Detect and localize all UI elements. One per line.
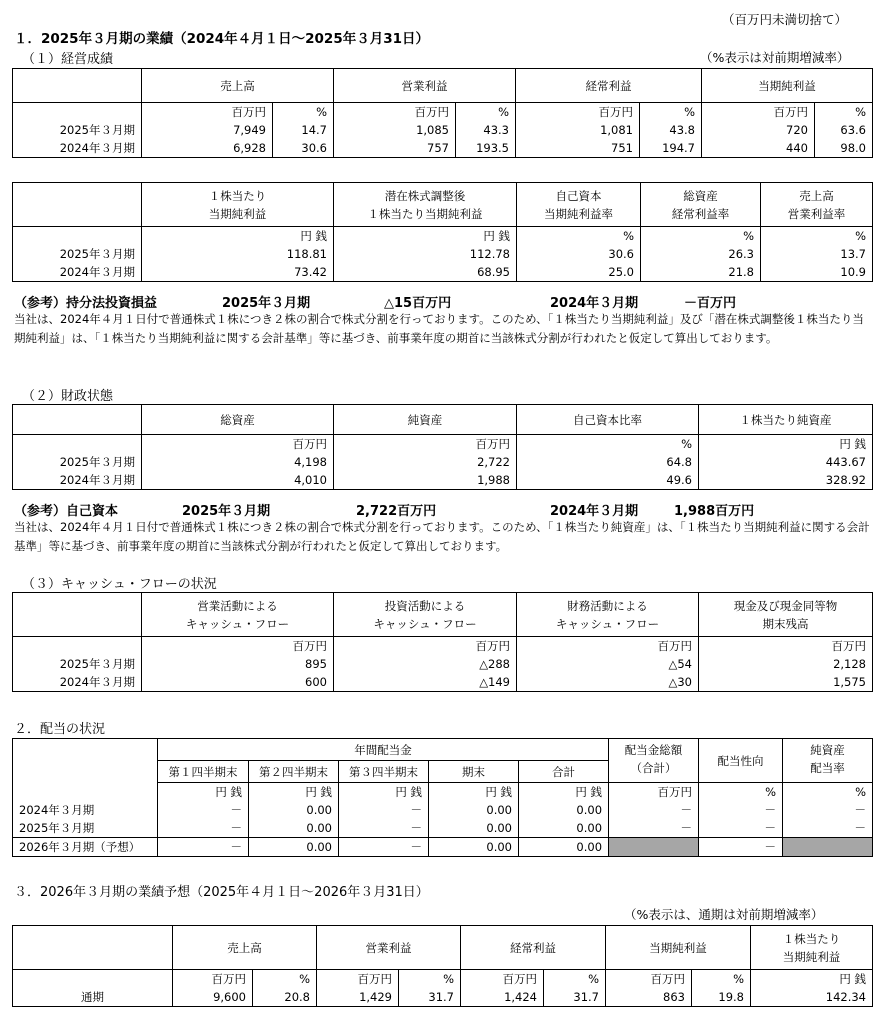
unit-cell: %	[699, 783, 783, 802]
head-operating-margin: 売上高 営業利益率	[761, 183, 873, 227]
value-cell: 2,128	[699, 655, 873, 673]
row-label: 通期	[13, 988, 173, 1007]
value-cell: 31.7	[544, 988, 606, 1007]
ref-period-current: 2025年３月期	[222, 296, 311, 311]
value-cell: △149	[334, 673, 517, 692]
head-operating-profit: 営業利益	[317, 926, 461, 970]
unit-cell: 百万円	[173, 970, 253, 989]
head-annual-dividend: 年間配当金	[158, 739, 609, 761]
unit-cell: %	[399, 970, 461, 989]
row-label: 2024年３月期	[13, 673, 142, 692]
unit-cell: 円 銭	[158, 783, 249, 802]
unit-cell: 百万円	[334, 637, 517, 656]
value-cell: －	[339, 819, 429, 838]
operating-results-table	[12, 68, 873, 158]
head-roa: 総資産 経常利益率	[641, 183, 761, 227]
shaded-cell	[783, 838, 873, 857]
table-row	[13, 819, 873, 838]
value-cell: 10.9	[761, 263, 873, 282]
unit-cell: 円 銭	[249, 783, 339, 802]
head-ordinary-profit: 経常利益	[461, 926, 606, 970]
head-payout-ratio: 配当性向	[699, 739, 783, 783]
head-financing-cf: 財務活動による キャッシュ・フロー	[517, 593, 699, 637]
value-cell: 4,198	[142, 453, 334, 471]
row-label: 2025年３月期	[13, 819, 158, 838]
head-year-end: 期末	[429, 761, 519, 783]
unit-cell: 百万円	[334, 435, 517, 454]
section2-title: ２．配当の状況	[14, 722, 106, 737]
value-cell: －	[699, 838, 783, 857]
ref-equity-label: （参考）自己資本	[14, 504, 119, 519]
value-cell: 64.8	[517, 453, 699, 471]
value-cell: 0.00	[429, 819, 519, 838]
unit-cell: %	[783, 783, 873, 802]
value-cell: 118.81	[142, 245, 334, 263]
stock-split-note-eps: 当社は、2024年４月１日付で普通株式１株につき２株の割合で株式分割を行っております。このため、「１株当たり当期純利益」及び「潜在株式調整後１株当たり当期純利益」は、「１株当たり当期純利益に関する会計基準」等に基づき、前事業年度の期首に当該株式分割が行われたと仮定して算出しております。	[14, 312, 864, 345]
value-cell: －	[339, 801, 429, 819]
pct-note: （%表示は対前期増減率）	[700, 50, 850, 65]
dividends-table	[12, 738, 873, 857]
table-row	[13, 801, 873, 819]
head-dividend-on-net-assets: 純資産 配当率	[783, 739, 873, 783]
value-cell: △288	[334, 655, 517, 673]
head-total-assets: 総資産	[142, 405, 334, 435]
corner-cell	[13, 69, 142, 103]
ref-period-current: 2025年３月期	[182, 504, 271, 519]
value-cell: 30.6	[517, 245, 641, 263]
value-cell: 440	[702, 139, 815, 158]
row-label: 2024年３月期	[13, 471, 142, 490]
head-diluted-eps: 潜在株式調整後 １株当たり当期純利益	[334, 183, 517, 227]
value-cell: 0.00	[429, 801, 519, 819]
value-cell: 25.0	[517, 263, 641, 282]
value-cell: 4,010	[142, 471, 334, 490]
value-cell: 63.6	[815, 121, 873, 139]
unit-cell: 百万円	[516, 103, 640, 122]
table-row	[13, 139, 873, 158]
unit-cell: 百万円	[142, 637, 334, 656]
value-cell: 0.00	[249, 838, 339, 857]
value-cell: －	[783, 801, 873, 819]
subsection-operating-results: （１）経営成績	[22, 52, 114, 67]
value-cell: 0.00	[519, 801, 609, 819]
value-cell: 328.92	[699, 471, 873, 490]
value-cell: 26.3	[641, 245, 761, 263]
row-label: 2024年３月期	[13, 263, 142, 282]
section1-title: １．2025年３月期の業績（2024年４月１日～2025年３月31日）	[14, 31, 430, 47]
unit-cell: %	[640, 103, 702, 122]
per-share-ratios-table	[12, 182, 873, 282]
table-row	[13, 838, 873, 857]
unit-cell: 百万円	[606, 970, 692, 989]
value-cell: 13.7	[761, 245, 873, 263]
ref-period-prior: 2024年３月期	[550, 504, 639, 519]
unit-cell: 円 銭	[339, 783, 429, 802]
unit-cell: %	[641, 227, 761, 246]
value-cell: 112.78	[334, 245, 517, 263]
value-cell: 1,424	[461, 988, 544, 1007]
value-cell: 751	[516, 139, 640, 158]
value-cell: 14.7	[273, 121, 334, 139]
head-cash-end: 現金及び現金同等物 期末残高	[699, 593, 873, 637]
value-cell: －	[158, 838, 249, 857]
head-roe: 自己資本 当期純利益率	[517, 183, 641, 227]
value-cell: 19.8	[692, 988, 751, 1007]
value-cell: 98.0	[815, 139, 873, 158]
table-row	[13, 673, 873, 692]
head-total-dividend: 配当金総額 （合計）	[609, 739, 699, 783]
value-cell: 1,429	[317, 988, 399, 1007]
value-cell: 73.42	[142, 263, 334, 282]
row-label: 2025年３月期	[13, 121, 142, 139]
value-cell: 9,600	[173, 988, 253, 1007]
table-row	[13, 471, 873, 490]
head-equity-ratio: 自己資本比率	[517, 405, 699, 435]
ref-value-current: △15百万円	[384, 296, 452, 311]
forecast-table	[12, 925, 873, 1007]
unit-cell: 百万円	[334, 103, 456, 122]
value-cell: △30	[517, 673, 699, 692]
ref-period-prior: 2024年３月期	[550, 296, 639, 311]
subsection-cash-flows: （３）キャッシュ・フローの状況	[22, 577, 217, 592]
value-cell: 0.00	[519, 838, 609, 857]
value-cell: 1,085	[334, 121, 456, 139]
value-cell: 757	[334, 139, 456, 158]
unit-cell: %	[692, 970, 751, 989]
head-operating-cf: 営業活動による キャッシュ・フロー	[142, 593, 334, 637]
value-cell: 0.00	[249, 801, 339, 819]
value-cell: －	[699, 819, 783, 838]
row-label: 2025年３月期	[13, 453, 142, 471]
section3-title: ３．2026年３月期の業績予想（2025年４月１日～2026年３月31日）	[14, 885, 429, 900]
ref-value-prior: －百万円	[684, 296, 737, 311]
forecast-pct-note: （%表示は、通期は対前期増減率）	[624, 907, 824, 922]
value-cell: 194.7	[640, 139, 702, 158]
table-row	[13, 263, 873, 282]
value-cell: 895	[142, 655, 334, 673]
shaded-cell	[609, 838, 699, 857]
ref-value-prior: 1,988百万円	[674, 504, 755, 519]
unit-cell: 百万円	[699, 637, 873, 656]
ref-value-current: 2,722百万円	[356, 504, 437, 519]
value-cell: －	[609, 801, 699, 819]
unit-cell: 百万円	[317, 970, 399, 989]
head-operating-profit: 営業利益	[334, 69, 516, 103]
value-cell: 1,081	[516, 121, 640, 139]
value-cell: －	[158, 819, 249, 838]
unit-cell: 百万円	[142, 435, 334, 454]
value-cell: 0.00	[429, 838, 519, 857]
value-cell: 20.8	[253, 988, 317, 1007]
value-cell: －	[609, 819, 699, 838]
unit-cell: %	[815, 103, 873, 122]
head-investing-cf: 投資活動による キャッシュ・フロー	[334, 593, 517, 637]
value-cell: 193.5	[456, 139, 516, 158]
cash-flows-table	[12, 592, 873, 692]
value-cell: －	[158, 801, 249, 819]
value-cell: 21.8	[641, 263, 761, 282]
head-net-assets: 純資産	[334, 405, 517, 435]
head-net-income: 当期純利益	[606, 926, 751, 970]
unit-cell: %	[517, 227, 641, 246]
value-cell: △54	[517, 655, 699, 673]
value-cell: 49.6	[517, 471, 699, 490]
value-cell: 720	[702, 121, 815, 139]
row-label: 2025年３月期	[13, 655, 142, 673]
table-row	[13, 988, 873, 1007]
stock-split-note-bps: 当社は、2024年４月１日付で普通株式１株につき２株の割合で株式分割を行っております。このため、「１株当たり純資産」は、「１株当たり当期純利益に関する会計基準」等に基づき、前事業年度の期首に当該株式分割が行われたと仮定して算出しております。	[14, 520, 870, 553]
value-cell: 6,928	[142, 139, 273, 158]
unit-cell: %	[761, 227, 873, 246]
value-cell: 43.8	[640, 121, 702, 139]
financial-position-table	[12, 404, 873, 490]
head-net-income: 当期純利益	[702, 69, 873, 103]
value-cell: 1,575	[699, 673, 873, 692]
head-sales: 売上高	[173, 926, 317, 970]
value-cell: 600	[142, 673, 334, 692]
ref-equity-method-label: （参考）持分法投資損益	[14, 296, 158, 311]
value-cell: 1,988	[334, 471, 517, 490]
unit-cell: %	[456, 103, 516, 122]
unit-cell: 円 銭	[429, 783, 519, 802]
unit-cell: 円 銭	[142, 227, 334, 246]
head-q2: 第２四半期末	[249, 761, 339, 783]
unit-cell: 円 銭	[334, 227, 517, 246]
unit-cell: 円 銭	[519, 783, 609, 802]
value-cell: 31.7	[399, 988, 461, 1007]
table-row	[13, 655, 873, 673]
unit-cell: %	[544, 970, 606, 989]
value-cell: 0.00	[249, 819, 339, 838]
value-cell: －	[699, 801, 783, 819]
value-cell: 7,949	[142, 121, 273, 139]
head-q1: 第１四半期末	[158, 761, 249, 783]
value-cell: 142.34	[751, 988, 873, 1007]
head-sales: 売上高	[142, 69, 334, 103]
head-eps: １株当たり 当期純利益	[751, 926, 873, 970]
value-cell: 43.3	[456, 121, 516, 139]
value-cell: 30.6	[273, 139, 334, 158]
unit-cell: %	[253, 970, 317, 989]
table-row	[13, 453, 873, 471]
head-eps: １株当たり 当期純利益	[142, 183, 334, 227]
value-cell: 0.00	[519, 819, 609, 838]
row-label: 2026年３月期（予想）	[13, 838, 158, 857]
value-cell: 2,722	[334, 453, 517, 471]
value-cell: 443.67	[699, 453, 873, 471]
head-ordinary-profit: 経常利益	[516, 69, 702, 103]
row-label: 2025年３月期	[13, 245, 142, 263]
table-row	[13, 245, 873, 263]
value-cell: 863	[606, 988, 692, 1007]
value-cell: 68.95	[334, 263, 517, 282]
row-label: 2024年３月期	[13, 139, 142, 158]
unit-cell: %	[517, 435, 699, 454]
head-q3: 第３四半期末	[339, 761, 429, 783]
head-total: 合計	[519, 761, 609, 783]
head-bps: １株当たり純資産	[699, 405, 873, 435]
unit-cell: 円 銭	[699, 435, 873, 454]
unit-cell: %	[273, 103, 334, 122]
unit-cell: 百万円	[702, 103, 815, 122]
value-cell: －	[783, 819, 873, 838]
subsection-financial-position: （２）財政状態	[22, 389, 114, 404]
unit-cell: 百万円	[142, 103, 273, 122]
unit-cell: 百万円	[609, 783, 699, 802]
unit-cell: 円 銭	[751, 970, 873, 989]
value-cell: －	[339, 838, 429, 857]
unit-cell: 百万円	[461, 970, 544, 989]
table-row	[13, 121, 873, 139]
unit-cell: 百万円	[517, 637, 699, 656]
row-label: 2024年３月期	[13, 801, 158, 819]
unit-note: （百万円未満切捨て）	[722, 12, 848, 27]
